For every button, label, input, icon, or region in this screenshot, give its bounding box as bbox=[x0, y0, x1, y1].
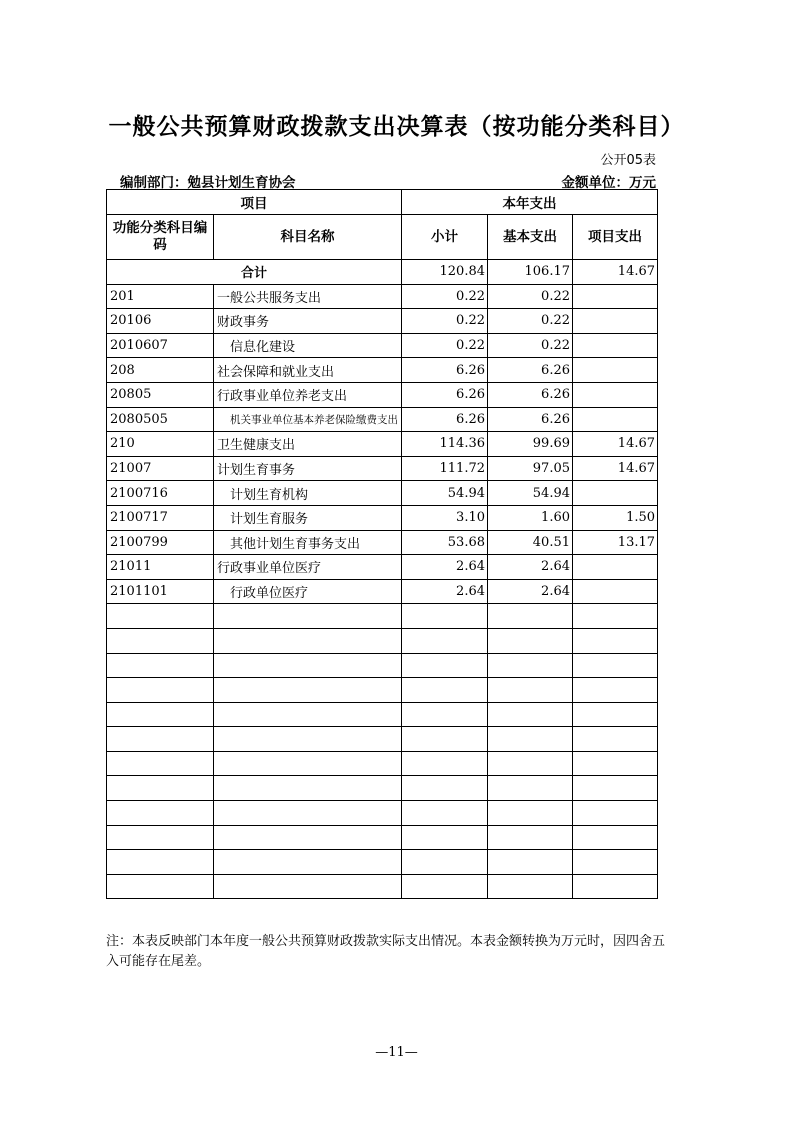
table-row bbox=[107, 456, 658, 481]
row-project bbox=[573, 825, 658, 850]
header-code: 功能分类科目编码 bbox=[107, 215, 214, 260]
table-row bbox=[107, 653, 658, 678]
expenditure-table bbox=[106, 189, 658, 899]
row-project bbox=[573, 284, 658, 309]
row-code bbox=[107, 678, 214, 703]
table-row bbox=[107, 284, 658, 309]
row-code bbox=[107, 604, 214, 629]
row-code: 2100717 bbox=[107, 505, 214, 530]
row-basic bbox=[488, 825, 573, 850]
row-project bbox=[573, 727, 658, 752]
row-subtotal bbox=[402, 604, 488, 629]
row-code bbox=[107, 874, 214, 899]
header-project-expense: 项目支出 bbox=[573, 215, 658, 260]
row-code bbox=[107, 702, 214, 727]
department-label: 编制部门：勉县计划生育协会 bbox=[120, 175, 296, 191]
row-subtotal bbox=[402, 751, 488, 776]
table-row bbox=[107, 555, 658, 580]
row-subtotal bbox=[402, 776, 488, 801]
row-code: 20106 bbox=[107, 309, 214, 334]
row-basic: 0.22 bbox=[488, 309, 573, 334]
total-subtotal: 120.84 bbox=[402, 260, 488, 285]
row-code: 201 bbox=[107, 284, 214, 309]
row-subtotal bbox=[402, 727, 488, 752]
header-name: 科目名称 bbox=[214, 215, 402, 260]
row-subtotal bbox=[402, 850, 488, 875]
row-project bbox=[573, 751, 658, 776]
total-label: 合计 bbox=[107, 260, 402, 285]
row-code: 2100799 bbox=[107, 530, 214, 555]
row-project bbox=[573, 874, 658, 899]
table-row bbox=[107, 309, 658, 334]
row-name: 机关事业单位基本养老保险缴费支出 bbox=[214, 407, 402, 432]
row-code: 2100716 bbox=[107, 481, 214, 506]
row-basic bbox=[488, 702, 573, 727]
row-subtotal: 0.22 bbox=[402, 333, 488, 358]
row-name bbox=[214, 751, 402, 776]
row-subtotal: 3.10 bbox=[402, 505, 488, 530]
row-subtotal: 2.64 bbox=[402, 579, 488, 604]
header-current-year: 本年支出 bbox=[402, 190, 658, 215]
table-row bbox=[107, 358, 658, 383]
row-subtotal: 2.64 bbox=[402, 555, 488, 580]
row-project bbox=[573, 850, 658, 875]
page-title: 一般公共预算财政拨款支出决算表（按功能分类科目） bbox=[108, 114, 685, 140]
table-row bbox=[107, 874, 658, 899]
row-name: 社会保障和就业支出 bbox=[214, 358, 402, 383]
row-project bbox=[573, 801, 658, 826]
row-name bbox=[214, 825, 402, 850]
row-basic: 40.51 bbox=[488, 530, 573, 555]
row-basic: 2.64 bbox=[488, 579, 573, 604]
header-project: 项目 bbox=[107, 190, 402, 215]
row-project: 13.17 bbox=[573, 530, 658, 555]
row-subtotal: 6.26 bbox=[402, 358, 488, 383]
row-basic bbox=[488, 801, 573, 826]
table-row bbox=[107, 432, 658, 457]
row-basic bbox=[488, 751, 573, 776]
row-project bbox=[573, 481, 658, 506]
row-basic: 6.26 bbox=[488, 382, 573, 407]
row-project bbox=[573, 555, 658, 580]
row-name: 计划生育服务 bbox=[214, 505, 402, 530]
row-basic bbox=[488, 678, 573, 703]
row-code bbox=[107, 825, 214, 850]
row-name bbox=[214, 678, 402, 703]
row-project bbox=[573, 333, 658, 358]
table-row bbox=[107, 850, 658, 875]
row-project bbox=[573, 382, 658, 407]
row-name: 财政事务 bbox=[214, 309, 402, 334]
row-name bbox=[214, 874, 402, 899]
row-code bbox=[107, 776, 214, 801]
row-basic: 6.26 bbox=[488, 358, 573, 383]
table-row bbox=[107, 481, 658, 506]
table-body bbox=[107, 284, 658, 899]
table-row bbox=[107, 825, 658, 850]
row-subtotal bbox=[402, 678, 488, 703]
row-subtotal bbox=[402, 825, 488, 850]
footnote: 注：本表反映部门本年度一般公共预算财政拨款实际支出情况。本表金额转换为万元时，因四舍五入可能存在尾差。 bbox=[106, 934, 666, 969]
table-row bbox=[107, 801, 658, 826]
row-project bbox=[573, 309, 658, 334]
row-subtotal: 6.26 bbox=[402, 382, 488, 407]
row-basic: 99.69 bbox=[488, 432, 573, 457]
row-basic bbox=[488, 850, 573, 875]
row-project bbox=[573, 776, 658, 801]
row-name: 行政单位医疗 bbox=[214, 579, 402, 604]
row-name: 计划生育机构 bbox=[214, 481, 402, 506]
table-row bbox=[107, 727, 658, 752]
table-row bbox=[107, 530, 658, 555]
table-row bbox=[107, 678, 658, 703]
row-basic: 0.22 bbox=[488, 333, 573, 358]
row-name: 卫生健康支出 bbox=[214, 432, 402, 457]
row-name: 信息化建设 bbox=[214, 333, 402, 358]
row-basic: 0.22 bbox=[488, 284, 573, 309]
table-row bbox=[107, 505, 658, 530]
total-row bbox=[107, 260, 658, 285]
row-code bbox=[107, 801, 214, 826]
row-name bbox=[214, 801, 402, 826]
row-project: 14.67 bbox=[573, 456, 658, 481]
row-name: 一般公共服务支出 bbox=[214, 284, 402, 309]
page-number: —11— bbox=[375, 1045, 418, 1060]
row-name bbox=[214, 850, 402, 875]
row-project: 1.50 bbox=[573, 505, 658, 530]
row-name: 其他计划生育事务支出 bbox=[214, 530, 402, 555]
row-code: 210 bbox=[107, 432, 214, 457]
unit-label: 金额单位：万元 bbox=[561, 175, 656, 191]
row-code: 2010607 bbox=[107, 333, 214, 358]
row-subtotal: 111.72 bbox=[402, 456, 488, 481]
row-project bbox=[573, 407, 658, 432]
row-code bbox=[107, 751, 214, 776]
table-row bbox=[107, 407, 658, 432]
row-code: 2080505 bbox=[107, 407, 214, 432]
row-name bbox=[214, 628, 402, 653]
header-basic: 基本支出 bbox=[488, 215, 573, 260]
row-basic: 2.64 bbox=[488, 555, 573, 580]
row-subtotal: 0.22 bbox=[402, 309, 488, 334]
row-basic: 97.05 bbox=[488, 456, 573, 481]
row-project bbox=[573, 702, 658, 727]
table-row bbox=[107, 702, 658, 727]
row-basic bbox=[488, 604, 573, 629]
row-code: 208 bbox=[107, 358, 214, 383]
row-code: 2101101 bbox=[107, 579, 214, 604]
row-subtotal: 0.22 bbox=[402, 284, 488, 309]
row-code bbox=[107, 653, 214, 678]
row-name bbox=[214, 776, 402, 801]
total-basic: 106.17 bbox=[488, 260, 573, 285]
row-code: 21007 bbox=[107, 456, 214, 481]
row-code: 20805 bbox=[107, 382, 214, 407]
row-basic: 54.94 bbox=[488, 481, 573, 506]
row-subtotal bbox=[402, 702, 488, 727]
row-code bbox=[107, 727, 214, 752]
row-subtotal: 54.94 bbox=[402, 481, 488, 506]
row-basic bbox=[488, 653, 573, 678]
row-subtotal bbox=[402, 628, 488, 653]
table-row bbox=[107, 628, 658, 653]
row-name bbox=[214, 727, 402, 752]
row-project bbox=[573, 604, 658, 629]
row-basic: 6.26 bbox=[488, 407, 573, 432]
row-code bbox=[107, 628, 214, 653]
header-subtotal: 小计 bbox=[402, 215, 488, 260]
table-row bbox=[107, 382, 658, 407]
row-name: 行政事业单位养老支出 bbox=[214, 382, 402, 407]
row-name bbox=[214, 653, 402, 678]
row-project bbox=[573, 678, 658, 703]
row-name: 行政事业单位医疗 bbox=[214, 555, 402, 580]
table-row bbox=[107, 776, 658, 801]
table-row bbox=[107, 579, 658, 604]
row-subtotal bbox=[402, 874, 488, 899]
table-row bbox=[107, 751, 658, 776]
row-basic bbox=[488, 776, 573, 801]
row-code: 21011 bbox=[107, 555, 214, 580]
row-project bbox=[573, 628, 658, 653]
row-project bbox=[573, 579, 658, 604]
total-project: 14.67 bbox=[573, 260, 658, 285]
row-basic bbox=[488, 727, 573, 752]
row-project bbox=[573, 358, 658, 383]
row-subtotal: 53.68 bbox=[402, 530, 488, 555]
row-name: 计划生育事务 bbox=[214, 456, 402, 481]
row-basic bbox=[488, 628, 573, 653]
table-row bbox=[107, 333, 658, 358]
row-name bbox=[214, 604, 402, 629]
form-number: 公开05表 bbox=[600, 153, 656, 168]
row-project: 14.67 bbox=[573, 432, 658, 457]
row-subtotal bbox=[402, 653, 488, 678]
table-row bbox=[107, 604, 658, 629]
row-project bbox=[573, 653, 658, 678]
row-basic bbox=[488, 874, 573, 899]
row-subtotal: 6.26 bbox=[402, 407, 488, 432]
row-name bbox=[214, 702, 402, 727]
row-subtotal: 114.36 bbox=[402, 432, 488, 457]
row-subtotal bbox=[402, 801, 488, 826]
row-code bbox=[107, 850, 214, 875]
row-basic: 1.60 bbox=[488, 505, 573, 530]
